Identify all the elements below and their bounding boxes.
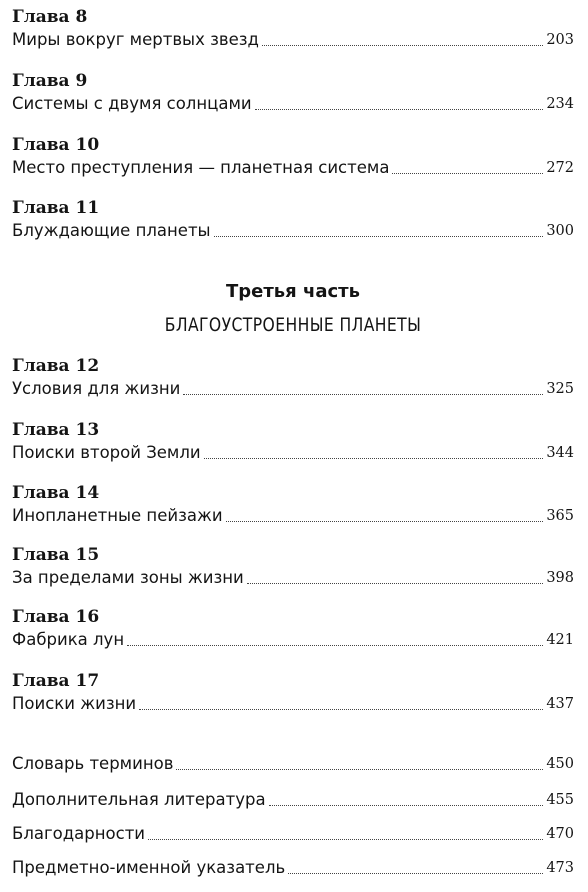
chapter-label: Глава 16 bbox=[12, 607, 100, 627]
chapter-title: Блуждающие планеты bbox=[12, 221, 211, 240]
toc-entry bbox=[12, 628, 574, 652]
toc-entry bbox=[12, 219, 574, 243]
chapter-label: Глава 14 bbox=[12, 483, 100, 503]
chapter-label: Глава 8 bbox=[12, 7, 88, 27]
toc-chapter-9[interactable] bbox=[12, 70, 574, 116]
entry-title: Словарь терминов bbox=[12, 754, 174, 773]
chapter-label: Глава 12 bbox=[12, 356, 100, 376]
dot-leader bbox=[204, 457, 544, 459]
dot-leader bbox=[214, 235, 544, 237]
toc-chapter-13[interactable] bbox=[12, 419, 574, 465]
toc-entry bbox=[12, 441, 574, 465]
toc-chapter-16[interactable] bbox=[12, 606, 574, 652]
page-number: 365 bbox=[546, 508, 574, 524]
toc-chapter-14[interactable] bbox=[12, 482, 574, 528]
page-number: 421 bbox=[546, 632, 574, 648]
page-number: 437 bbox=[546, 696, 574, 712]
chapter-title: Системы с двумя солнцами bbox=[12, 94, 252, 113]
dot-leader bbox=[255, 108, 544, 110]
toc-chapter-17[interactable] bbox=[12, 670, 574, 716]
dot-leader bbox=[183, 393, 543, 395]
toc-further-reading[interactable] bbox=[12, 788, 574, 812]
toc-chapter-10[interactable] bbox=[12, 134, 574, 180]
entry-title: Предметно-именной указатель bbox=[12, 858, 286, 877]
toc-entry bbox=[12, 156, 574, 180]
part-heading bbox=[12, 280, 574, 338]
page-number: 203 bbox=[546, 32, 574, 48]
dot-leader bbox=[148, 838, 543, 840]
toc-chapter-15[interactable] bbox=[12, 544, 574, 590]
toc-chapter-8[interactable] bbox=[12, 6, 574, 52]
dot-leader bbox=[392, 172, 543, 174]
page-number: 450 bbox=[546, 756, 574, 772]
chapter-title: Миры вокруг мертвых звезд bbox=[12, 30, 259, 49]
chapter-label: Глава 17 bbox=[12, 671, 100, 691]
page-number: 473 bbox=[546, 860, 574, 876]
toc-entry bbox=[12, 752, 574, 776]
entry-title: Дополнительная литература bbox=[12, 790, 266, 809]
dot-leader bbox=[262, 44, 543, 46]
toc-index[interactable] bbox=[12, 856, 574, 880]
page-number: 455 bbox=[546, 792, 574, 808]
page-number: 300 bbox=[546, 223, 574, 239]
chapter-title: За пределами зоны жизни bbox=[12, 568, 244, 587]
dot-leader bbox=[288, 872, 543, 874]
chapter-title: Фабрика лун bbox=[12, 630, 125, 649]
chapter-label: Глава 13 bbox=[12, 420, 100, 440]
page-number: 325 bbox=[546, 381, 574, 397]
page-number: 344 bbox=[546, 445, 574, 461]
dot-leader bbox=[269, 804, 544, 806]
entry-title: Благодарности bbox=[12, 824, 146, 843]
chapter-title: Поиски второй Земли bbox=[12, 443, 201, 462]
toc-entry bbox=[12, 28, 574, 52]
dot-leader bbox=[247, 582, 544, 584]
chapter-label: Глава 11 bbox=[12, 198, 100, 218]
toc-chapter-12[interactable] bbox=[12, 355, 574, 401]
toc-chapter-11[interactable] bbox=[12, 197, 574, 243]
dot-leader bbox=[226, 520, 544, 522]
toc-acknowledgements[interactable] bbox=[12, 822, 574, 846]
part-title: Третья часть bbox=[226, 281, 360, 302]
toc-entry bbox=[12, 566, 574, 590]
dot-leader bbox=[127, 644, 543, 646]
chapter-title: Условия для жизни bbox=[12, 379, 181, 398]
chapter-label: Глава 9 bbox=[12, 71, 88, 91]
chapter-title: Инопланетные пейзажи bbox=[12, 506, 223, 525]
toc-entry bbox=[12, 856, 574, 880]
toc-entry bbox=[12, 788, 574, 812]
page-number: 272 bbox=[546, 160, 574, 176]
part-subtitle: БЛАГОУСТРОЕННЫЕ ПЛАНЕТЫ bbox=[164, 314, 422, 336]
toc-glossary[interactable] bbox=[12, 752, 574, 776]
page-number: 470 bbox=[546, 826, 574, 842]
dot-leader bbox=[176, 768, 543, 770]
page-number: 234 bbox=[546, 96, 574, 112]
chapter-label: Глава 15 bbox=[12, 545, 100, 565]
dot-leader bbox=[139, 708, 543, 710]
page-number: 398 bbox=[546, 570, 574, 586]
toc-entry bbox=[12, 692, 574, 716]
toc-entry bbox=[12, 822, 574, 846]
chapter-title: Место преступления — планетная система bbox=[12, 158, 390, 177]
toc-entry bbox=[12, 504, 574, 528]
chapter-label: Глава 10 bbox=[12, 135, 100, 155]
toc-entry bbox=[12, 377, 574, 401]
chapter-title: Поиски жизни bbox=[12, 694, 137, 713]
toc-entry bbox=[12, 92, 574, 116]
